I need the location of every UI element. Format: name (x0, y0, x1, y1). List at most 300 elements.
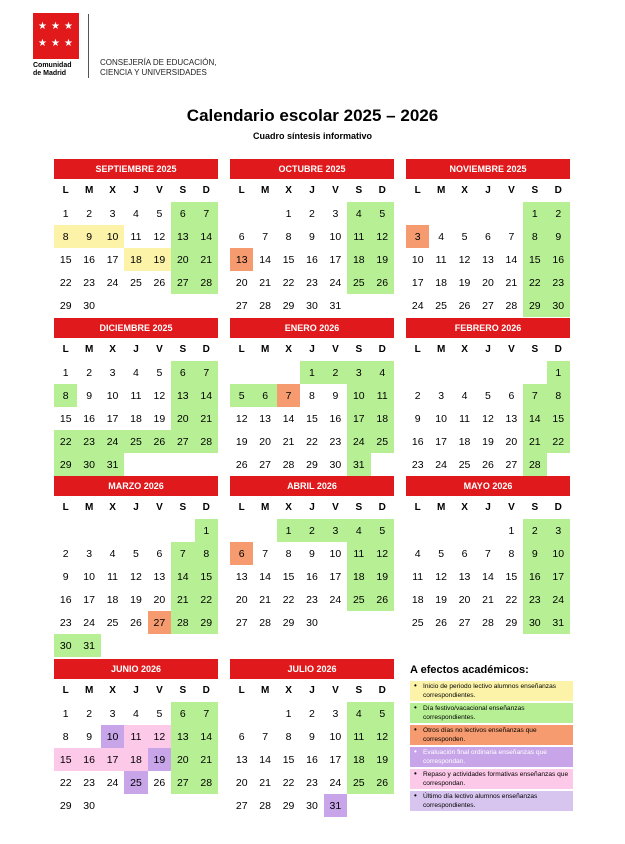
day-cell: 13 (171, 384, 194, 407)
empty-cell (148, 519, 171, 542)
day-cell: 4 (347, 702, 370, 725)
month-0 (54, 159, 218, 317)
day-cell: 15 (523, 248, 546, 271)
day-cell: 19 (124, 588, 147, 611)
day-cell: 30 (77, 453, 100, 476)
day-cell: 4 (406, 542, 429, 565)
day-cell: 29 (195, 611, 218, 634)
day-cell: 7 (476, 542, 499, 565)
day-cell: 18 (406, 588, 429, 611)
day-cell: 10 (101, 725, 124, 748)
day-cell: 2 (77, 202, 100, 225)
day-cell: 30 (547, 294, 570, 317)
day-cell: 30 (300, 611, 323, 634)
day-cell: 14 (277, 407, 300, 430)
day-cell: 23 (324, 430, 347, 453)
day-cell: 30 (77, 294, 100, 317)
empty-cell (453, 202, 476, 225)
day-cell: 12 (148, 725, 171, 748)
dept-line-1: CONSEJERÍA DE EDUCACIÓN, (100, 58, 217, 67)
day-cell: 19 (148, 248, 171, 271)
day-cell: 2 (54, 542, 77, 565)
day-cell: 28 (195, 771, 218, 794)
empty-cell (453, 361, 476, 384)
day-cell: 24 (77, 611, 100, 634)
day-cell: 16 (523, 565, 546, 588)
header-divider (88, 14, 89, 78)
day-cell: 17 (547, 565, 570, 588)
weekday-header: L (414, 344, 421, 355)
day-cell: 29 (500, 611, 523, 634)
day-cell: 28 (195, 271, 218, 294)
day-cell: 31 (324, 294, 347, 317)
empty-cell (277, 361, 300, 384)
day-cell: 22 (277, 271, 300, 294)
day-cell: 16 (324, 407, 347, 430)
month-title: JULIO 2026 (230, 659, 394, 679)
empty-cell (453, 519, 476, 542)
month-days-grid (230, 496, 394, 634)
day-cell: 29 (277, 794, 300, 817)
weekday-header: X (461, 502, 468, 513)
day-cell: 28 (253, 794, 276, 817)
day-cell: 3 (324, 702, 347, 725)
empty-cell (101, 519, 124, 542)
day-cell: 15 (54, 248, 77, 271)
day-cell: 13 (476, 248, 499, 271)
day-cell: 6 (476, 225, 499, 248)
month-days-grid (54, 496, 218, 657)
day-cell: 20 (230, 588, 253, 611)
weekday-header: D (202, 502, 210, 513)
day-cell: 9 (77, 384, 100, 407)
weekday-header: J (309, 502, 315, 513)
weekday-header: D (378, 344, 386, 355)
day-cell: 5 (124, 542, 147, 565)
day-cell: 25 (124, 430, 147, 453)
weekday-header: L (238, 685, 245, 696)
day-cell: 13 (253, 407, 276, 430)
weekday-header: J (485, 185, 491, 196)
day-cell: 2 (300, 702, 323, 725)
day-cell: 15 (54, 748, 77, 771)
day-cell: 19 (476, 430, 499, 453)
dept-line-2: CIENCIA Y UNIVERSIDADES (100, 68, 207, 77)
day-cell: 15 (277, 248, 300, 271)
empty-cell (429, 519, 452, 542)
day-cell: 19 (453, 271, 476, 294)
weekday-header: D (202, 685, 210, 696)
day-cell: 12 (476, 407, 499, 430)
day-cell: 10 (324, 542, 347, 565)
day-cell: 3 (101, 361, 124, 384)
month-3 (54, 318, 218, 476)
weekday-header: X (109, 185, 116, 196)
day-cell: 22 (523, 271, 546, 294)
weekday-header: L (62, 344, 69, 355)
day-cell: 26 (476, 453, 499, 476)
weekday-header: L (238, 502, 245, 513)
department-name (100, 58, 216, 78)
day-cell: 24 (101, 771, 124, 794)
day-cell: 15 (300, 407, 323, 430)
weekday-header: L (238, 344, 245, 355)
day-cell: 19 (429, 588, 452, 611)
day-cell: 25 (347, 771, 370, 794)
day-cell: 8 (54, 225, 77, 248)
weekday-header: X (285, 502, 292, 513)
weekday-header: J (485, 502, 491, 513)
day-cell: 14 (500, 248, 523, 271)
day-cell: 25 (124, 271, 147, 294)
day-cell: 24 (324, 588, 347, 611)
legend-item-evaluacion: • Evaluación final ordinaria enseñanzas que correspondan. (410, 747, 573, 767)
day-cell: 3 (324, 519, 347, 542)
day-cell: 9 (523, 542, 546, 565)
weekday-header: L (238, 185, 245, 196)
day-cell: 27 (171, 430, 194, 453)
day-cell: 16 (300, 565, 323, 588)
day-cell: 9 (324, 384, 347, 407)
day-cell: 26 (148, 771, 171, 794)
day-cell: 14 (253, 248, 276, 271)
legend-title: A efectos académicos: (410, 664, 529, 676)
day-cell: 11 (124, 384, 147, 407)
day-cell: 20 (148, 588, 171, 611)
day-cell: 12 (371, 725, 394, 748)
day-cell: 20 (230, 771, 253, 794)
day-cell: 12 (124, 565, 147, 588)
day-cell: 5 (371, 519, 394, 542)
day-cell: 26 (371, 771, 394, 794)
day-cell: 22 (54, 271, 77, 294)
empty-cell (253, 702, 276, 725)
weekday-header: X (109, 344, 116, 355)
empty-cell (54, 519, 77, 542)
day-cell: 9 (406, 407, 429, 430)
weekday-header: S (179, 685, 187, 696)
day-cell: 10 (324, 725, 347, 748)
day-cell: 13 (453, 565, 476, 588)
day-cell: 18 (124, 748, 147, 771)
day-cell: 3 (101, 702, 124, 725)
day-cell: 27 (230, 294, 253, 317)
day-cell: 16 (300, 748, 323, 771)
weekday-header: D (202, 185, 210, 196)
weekday-header: M (436, 344, 446, 355)
day-cell: 10 (406, 248, 429, 271)
day-cell: 24 (101, 430, 124, 453)
day-cell: 10 (347, 384, 370, 407)
day-cell: 1 (523, 202, 546, 225)
day-cell: 2 (547, 202, 570, 225)
month-2 (406, 159, 570, 317)
weekday-header: M (436, 502, 446, 513)
day-cell: 1 (54, 361, 77, 384)
day-cell: 21 (195, 407, 218, 430)
day-cell: 23 (77, 271, 100, 294)
empty-cell (523, 361, 546, 384)
weekday-header: J (133, 344, 139, 355)
day-cell: 13 (171, 225, 194, 248)
day-cell: 19 (148, 748, 171, 771)
day-cell: 17 (324, 248, 347, 271)
day-cell: 24 (324, 271, 347, 294)
day-cell: 17 (77, 588, 100, 611)
day-cell: 29 (54, 794, 77, 817)
month-title: ENERO 2026 (230, 318, 394, 338)
day-cell: 24 (101, 271, 124, 294)
day-cell: 23 (300, 271, 323, 294)
month-days-grid (54, 679, 218, 817)
weekday-header: S (179, 185, 187, 196)
day-cell: 20 (476, 271, 499, 294)
day-cell: 4 (101, 542, 124, 565)
day-cell: 4 (347, 519, 370, 542)
day-cell: 14 (523, 407, 546, 430)
legend-item-otros: • Otros días no lectivos enseñanzas que corresponden. (410, 725, 573, 745)
day-cell: 8 (300, 384, 323, 407)
flag-stars-icon: ★ ★ ★ ★ ★ ★ (33, 13, 79, 59)
day-cell: 15 (500, 565, 523, 588)
day-cell: 9 (547, 225, 570, 248)
day-cell: 3 (77, 542, 100, 565)
day-cell: 16 (300, 248, 323, 271)
day-cell: 26 (429, 611, 452, 634)
day-cell: 14 (476, 565, 499, 588)
day-cell: 27 (453, 611, 476, 634)
day-cell: 3 (547, 519, 570, 542)
weekday-header: X (109, 502, 116, 513)
day-cell: 23 (406, 453, 429, 476)
day-cell: 11 (406, 565, 429, 588)
day-cell: 26 (148, 271, 171, 294)
day-cell: 1 (195, 519, 218, 542)
weekday-header: V (332, 344, 339, 355)
day-cell: 8 (523, 225, 546, 248)
day-cell: 26 (124, 611, 147, 634)
month-days-grid (230, 679, 394, 817)
day-cell: 18 (371, 407, 394, 430)
weekday-header: S (355, 502, 363, 513)
day-cell: 10 (77, 565, 100, 588)
day-cell: 23 (54, 611, 77, 634)
day-cell: 1 (277, 519, 300, 542)
empty-cell (230, 361, 253, 384)
day-cell: 28 (253, 611, 276, 634)
day-cell: 3 (101, 202, 124, 225)
month-5 (406, 318, 570, 476)
month-days-grid (406, 338, 570, 476)
day-cell: 13 (500, 407, 523, 430)
day-cell: 28 (195, 430, 218, 453)
month-7 (230, 476, 394, 634)
day-cell: 7 (195, 702, 218, 725)
day-cell: 20 (230, 271, 253, 294)
day-cell: 11 (124, 725, 147, 748)
weekday-header: D (554, 185, 562, 196)
weekday-header: X (285, 344, 292, 355)
day-cell: 2 (324, 361, 347, 384)
day-cell: 12 (453, 248, 476, 271)
day-cell: 6 (230, 225, 253, 248)
day-cell: 29 (277, 294, 300, 317)
day-cell: 27 (171, 271, 194, 294)
day-cell: 20 (253, 430, 276, 453)
day-cell: 19 (371, 248, 394, 271)
day-cell: 21 (253, 771, 276, 794)
day-cell: 2 (300, 519, 323, 542)
weekday-header: M (84, 502, 94, 513)
day-cell: 7 (500, 225, 523, 248)
day-cell: 27 (230, 611, 253, 634)
legend-item-ultimo: • Último día lectivo alumnos enseñanzas correspondientes. (410, 791, 573, 811)
day-cell: 21 (171, 588, 194, 611)
weekday-header: J (485, 344, 491, 355)
weekday-header: L (62, 502, 69, 513)
day-cell: 27 (476, 294, 499, 317)
logo-line-2: de Madrid (33, 70, 67, 77)
day-cell: 31 (101, 453, 124, 476)
month-title: OCTUBRE 2025 (230, 159, 394, 179)
day-cell: 9 (300, 542, 323, 565)
day-cell: 4 (124, 361, 147, 384)
day-cell: 21 (253, 271, 276, 294)
day-cell: 13 (148, 565, 171, 588)
day-cell: 2 (77, 702, 100, 725)
day-cell: 18 (429, 271, 452, 294)
day-cell: 13 (171, 725, 194, 748)
day-cell: 6 (171, 702, 194, 725)
day-cell: 27 (171, 771, 194, 794)
month-days-grid (230, 338, 394, 476)
weekday-header: V (156, 685, 163, 696)
day-cell: 14 (171, 565, 194, 588)
month-title: SEPTIEMBRE 2025 (54, 159, 218, 179)
weekday-header: J (133, 502, 139, 513)
empty-cell (406, 519, 429, 542)
weekday-header: M (84, 185, 94, 196)
day-cell: 9 (77, 225, 100, 248)
day-cell: 27 (148, 611, 171, 634)
day-cell: 25 (101, 611, 124, 634)
day-cell: 23 (523, 588, 546, 611)
empty-cell (406, 361, 429, 384)
page-subtitle: Cuadro síntesis informativo (252, 131, 373, 141)
day-cell: 2 (300, 202, 323, 225)
empty-cell (253, 361, 276, 384)
weekday-header: J (309, 685, 315, 696)
day-cell: 14 (195, 225, 218, 248)
day-cell: 21 (195, 748, 218, 771)
weekday-header: M (84, 685, 94, 696)
day-cell: 28 (253, 294, 276, 317)
day-cell: 25 (429, 294, 452, 317)
month-8 (406, 476, 570, 634)
day-cell: 6 (453, 542, 476, 565)
day-cell: 31 (547, 611, 570, 634)
day-cell: 26 (230, 453, 253, 476)
day-cell: 22 (300, 430, 323, 453)
day-cell: 17 (406, 271, 429, 294)
day-cell: 30 (523, 611, 546, 634)
weekday-header: V (508, 344, 515, 355)
day-cell: 15 (277, 565, 300, 588)
weekday-header: V (332, 685, 339, 696)
day-cell: 14 (253, 565, 276, 588)
weekday-header: M (260, 502, 270, 513)
day-cell: 14 (195, 384, 218, 407)
day-cell: 3 (347, 361, 370, 384)
day-cell: 28 (277, 453, 300, 476)
day-cell: 10 (429, 407, 452, 430)
day-cell: 26 (371, 271, 394, 294)
day-cell: 16 (406, 430, 429, 453)
day-cell: 8 (277, 542, 300, 565)
weekday-header: X (285, 185, 292, 196)
day-cell: 22 (277, 771, 300, 794)
day-cell: 5 (230, 384, 253, 407)
day-cell: 21 (253, 588, 276, 611)
day-cell: 31 (324, 794, 347, 817)
day-cell: 6 (171, 202, 194, 225)
day-cell: 3 (429, 384, 452, 407)
day-cell: 27 (500, 453, 523, 476)
month-days-grid (230, 179, 394, 317)
day-cell: 28 (500, 294, 523, 317)
day-cell: 16 (547, 248, 570, 271)
empty-cell (77, 519, 100, 542)
month-days-grid (406, 179, 570, 317)
day-cell: 8 (277, 225, 300, 248)
empty-cell (230, 702, 253, 725)
day-cell: 18 (124, 407, 147, 430)
weekday-header: V (332, 185, 339, 196)
day-cell: 28 (171, 611, 194, 634)
day-cell: 17 (324, 748, 347, 771)
day-cell: 24 (347, 430, 370, 453)
empty-cell (230, 519, 253, 542)
logo-text (33, 62, 85, 78)
weekday-header: V (156, 185, 163, 196)
day-cell: 6 (148, 542, 171, 565)
day-cell: 31 (77, 634, 100, 657)
month-title: JUNIO 2026 (54, 659, 218, 679)
weekday-header: S (531, 502, 539, 513)
month-4 (230, 318, 394, 476)
day-cell: 4 (124, 202, 147, 225)
day-cell: 31 (347, 453, 370, 476)
day-cell: 6 (230, 725, 253, 748)
legend-item-festivo: • Día festivo/vacacional enseñanzas correspondientes. (410, 703, 573, 723)
day-cell: 30 (77, 794, 100, 817)
day-cell: 22 (547, 430, 570, 453)
day-cell: 9 (300, 725, 323, 748)
day-cell: 17 (101, 748, 124, 771)
day-cell: 4 (124, 702, 147, 725)
day-cell: 21 (500, 271, 523, 294)
month-6 (54, 476, 218, 657)
day-cell: 17 (101, 248, 124, 271)
day-cell: 1 (300, 361, 323, 384)
day-cell: 30 (54, 634, 77, 657)
day-cell: 6 (230, 542, 253, 565)
day-cell: 29 (54, 294, 77, 317)
weekday-header: V (156, 344, 163, 355)
empty-cell (406, 202, 429, 225)
empty-cell (253, 202, 276, 225)
month-title: DICIEMBRE 2025 (54, 318, 218, 338)
